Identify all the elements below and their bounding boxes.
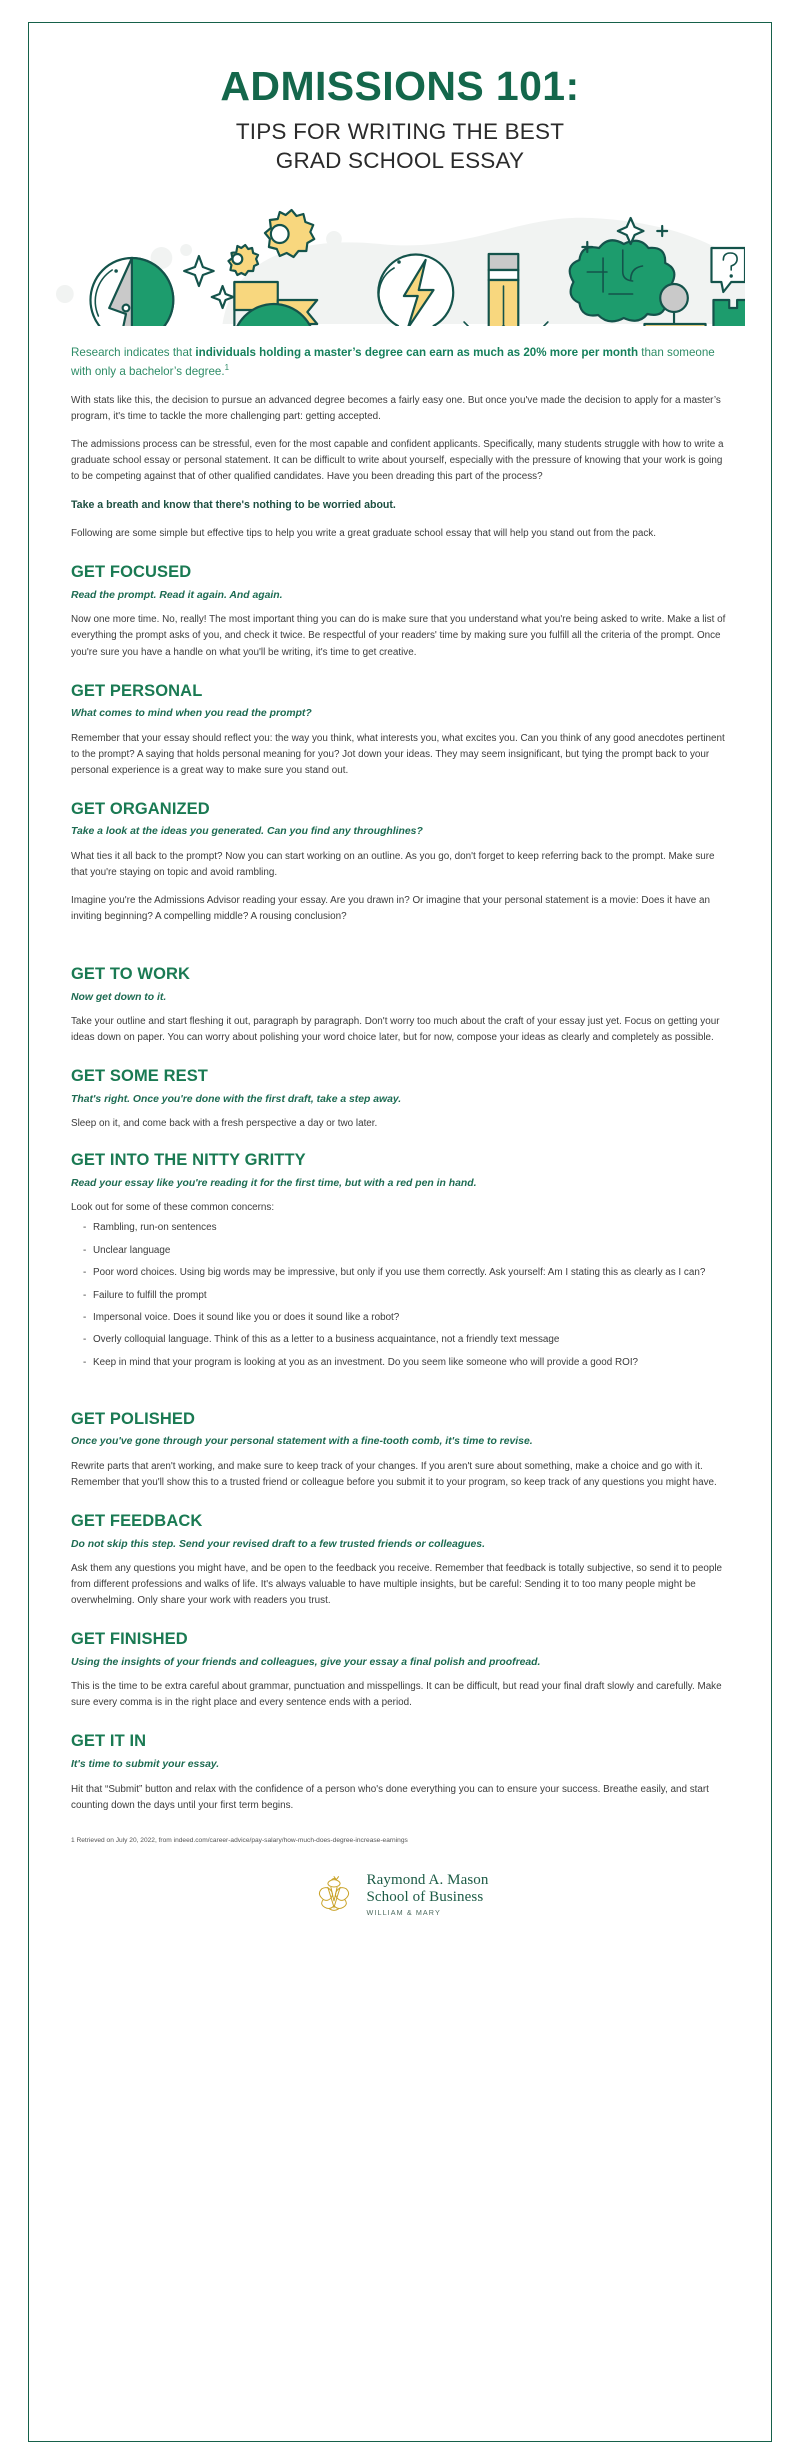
school-logo bbox=[311, 1872, 488, 1918]
section-deck-get-polished: Once you've gone through your personal statement with a fine-tooth comb, it's time to revise. bbox=[71, 1436, 533, 1448]
section-body-get-focused-1: Now one more time. No, really! The most important thing you can do is make sure that you understand what you're being asked to write. Make a list of everything the prompt asks of you, and check it twice. Be respectful of your readers' time by making sure you fulfill all the criteria of the prompt. Once you're sure you have a handle on what you'll be writing, it's time to get creative. bbox=[71, 614, 726, 658]
section-deck-get-to-work: Now get down to it. bbox=[71, 991, 167, 1003]
page-subtitle-line2: GRAD SCHOOL ESSAY bbox=[275, 148, 525, 174]
list-item: - Overly colloquial language. Think of this as a letter to a business acquaintance, not a friendly text message bbox=[83, 1332, 729, 1347]
list-item: - Keep in mind that your program is looking at you as an investment. Do you seem like someone who will provide a good ROI? bbox=[83, 1355, 729, 1370]
section-body-get-it-in-1: Hit that “Submit” button and relax with the confidence of a person who's done everything you can to ensure your success. Breathe easily, and start counting down the days until your first term begins. bbox=[71, 1783, 709, 1811]
section-heading-get-focused: GET FOCUSED bbox=[71, 563, 192, 582]
section-deck-get-feedback: Do not skip this step. Send your revised draft to a few trusted friends or colleagues. bbox=[71, 1538, 485, 1550]
section-body-get-personal-1: Remember that your essay should reflect you: the way you think, what interests you, what excites you. Can you think of any good anecdotes pertinent to the prompt? A saying that holds personal meaning for you? Jot down your ideas. They may seem insignificant, but tying the prompt back to your personal experience is a great way to make sure you stand out. bbox=[71, 732, 725, 776]
intro-paragraph-3: Following are some simple but effective tips to help you write a great graduate school essay that will help you stand out from the pack. bbox=[71, 528, 656, 540]
section-heading-get-it-in: GET IT IN bbox=[71, 1732, 147, 1751]
section-body-get-some-rest-1: Sleep on it, and come back with a fresh perspective a day or two later. bbox=[71, 1118, 378, 1130]
section-body-get-organized-1: What ties it all back to the prompt? Now you can start working on an outline. As you go, don't forget to keep referring back to the prompt. Make sure that you're staying on topic and avoid rambling. bbox=[71, 850, 715, 878]
section-deck-get-finished: Using the insights of your friends and colleagues, give your essay a final polish and proofread. bbox=[71, 1656, 541, 1668]
section-heading-get-feedback: GET FEEDBACK bbox=[71, 1512, 203, 1531]
section-deck-get-into-the-nitty-gritty: Read your essay like you're reading it for the first time, but with a red pen in hand. bbox=[71, 1177, 477, 1189]
section-body-get-feedback-1: Ask them any questions you might have, and be open to the feedback you receive. Remember that feedback is totally subjective, so send it to people from different professions and walks of life. It's always valuable to have multiple insights, but be careful: Sending it to too many people might be overwhelming. Only share your work with readers you trust. bbox=[71, 1563, 723, 1607]
section-heading-get-finished: GET FINISHED bbox=[71, 1630, 188, 1649]
lede-plain-2: than someone with only a bachelor’s degree. bbox=[71, 346, 715, 378]
section-body-get-to-work-1: Take your outline and start fleshing it out, paragraph by paragraph. Don't worry too much about the craft of your essay just yet. Focus on getting your ideas down on paper. You can worry about polishing your word choice later, but for now, compose your ideas as clearly and completely as possible. bbox=[71, 1016, 720, 1044]
section-deck-get-it-in: It's time to submit your essay. bbox=[71, 1758, 220, 1770]
section-heading-get-personal: GET PERSONAL bbox=[71, 681, 203, 700]
footnote-text: 1 Retrieved on July 20, 2022, from indeed.com/career-advice/pay-salary/how-much-does-degree-increase-earnings bbox=[71, 1836, 408, 1844]
intro-paragraph-1: With stats like this, the decision to pursue an advanced degree becomes a fairly easy one. But once you've made the decision to apply for a master’s program, it's time to tackle the more challenging part: getting accepted. bbox=[71, 395, 721, 423]
list-item: - Impersonal voice. Does it sound like you or does it sound like a robot? bbox=[83, 1310, 729, 1325]
school-name-line1: Raymond A. Mason bbox=[366, 1872, 489, 1889]
footnote-marker: 1 bbox=[224, 362, 230, 372]
lede-paragraph bbox=[71, 344, 729, 380]
section-body-get-finished-1: This is the time to be extra careful about grammar, punctuation and misspellings. It can be difficult, but read your final draft slowly and carefully. Make sure every comma is in the right place and every sentence ends with a period. bbox=[71, 1681, 722, 1709]
list-item: - Rambling, run-on sentences bbox=[83, 1220, 729, 1235]
article-content bbox=[29, 326, 771, 1931]
school-name-line2: School of Business bbox=[366, 1888, 484, 1905]
common-concerns-list bbox=[71, 1220, 729, 1369]
william-and-mary-cypher-crest-icon bbox=[311, 1872, 357, 1918]
section-heading-get-polished: GET POLISHED bbox=[71, 1409, 196, 1428]
admissions-illustration bbox=[55, 196, 745, 326]
section-deck-get-personal: What comes to mind when you read the prompt? bbox=[71, 708, 312, 720]
puzzle-icon bbox=[713, 300, 745, 326]
lede-plain-1: Research indicates that bbox=[71, 346, 196, 360]
section-body-nitty-gritty-intro: Look out for some of these common concerns: bbox=[71, 1202, 275, 1214]
page-subtitle-line1: TIPS FOR WRITING THE BEST bbox=[235, 119, 565, 145]
intro-paragraph-2: The admissions process can be stressful, even for the most capable and confident applicants. Specifically, many students struggle with how to write a graduate school essay or personal statement. It can be difficult to write about yourself, especially with the pressure of knowing that your work is going to be competing against that of other qualified candidates. Have you been dreading this part of the process? bbox=[71, 439, 724, 483]
section-body-get-polished-1: Rewrite parts that aren't working, and make sure to keep track of your changes. If you aren't sure about something, make a choice and go with it. Remember that you'll show this to a trusted friend or colleague before you submit it to your program, so keep track of any questions you might have. bbox=[71, 1460, 717, 1488]
section-heading-get-to-work: GET TO WORK bbox=[71, 965, 191, 984]
title-block bbox=[29, 23, 771, 176]
section-heading-get-organized: GET ORGANIZED bbox=[71, 799, 210, 818]
list-item: - Poor word choices. Using big words may be impressive, but only if you use them correctly. Ask yourself: Am I stating this as clearly as I can? bbox=[83, 1265, 729, 1280]
intro-callout: Take a breath and know that there's nothing to be worried about. bbox=[71, 499, 396, 512]
section-deck-get-focused: Read the prompt. Read it again. And again. bbox=[71, 589, 283, 601]
list-item: - Failure to fulfill the prompt bbox=[83, 1288, 729, 1303]
university-name: WILLIAM & MARY bbox=[366, 1907, 441, 1917]
list-item: - Unclear language bbox=[83, 1243, 729, 1258]
page-frame bbox=[28, 22, 772, 2442]
globe-face-icon bbox=[88, 258, 174, 326]
section-heading-get-into-the-nitty-gritty: GET INTO THE NITTY GRITTY bbox=[71, 1151, 306, 1170]
footer bbox=[71, 1872, 729, 1932]
lightbulb-icon bbox=[378, 255, 453, 326]
sparkle-icons bbox=[184, 256, 233, 308]
lede-bold: individuals holding a master’s degree can earn as much as 20% more per month bbox=[195, 346, 639, 360]
section-deck-get-organized: Take a look at the ideas you generated. Can you find any throughlines? bbox=[71, 826, 423, 838]
school-logo-text bbox=[366, 1872, 488, 1917]
section-deck-get-some-rest: That's right. Once you're done with the first draft, take a step away. bbox=[71, 1093, 402, 1105]
section-body-get-organized-2: Imagine you're the Admissions Advisor reading your essay. Are you drawn in? Or imagine that your personal statement is a movie: Does it have an inviting beginning? A compelling middle? A rousing conclusion? bbox=[71, 894, 710, 922]
page-title: ADMISSIONS 101: bbox=[220, 63, 580, 109]
section-heading-get-some-rest: GET SOME REST bbox=[71, 1067, 208, 1086]
